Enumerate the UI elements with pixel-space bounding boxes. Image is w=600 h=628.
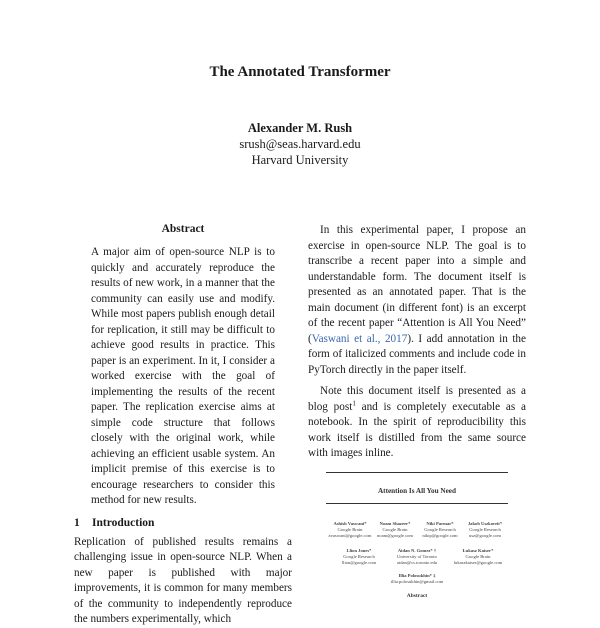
author-email: srush@seas.harvard.edu: [239, 137, 361, 151]
figure-author: [450, 548, 506, 566]
figure-abstract-label: Abstract: [406, 593, 428, 599]
figure-author-name: Noam Shazeer*: [379, 521, 411, 526]
section-number: 1: [74, 516, 80, 529]
paper-title: The Annotated Transformer: [209, 64, 391, 80]
author-block: [0, 120, 600, 168]
abstract-heading: Abstract: [161, 223, 205, 235]
embedded-paper-figure: [326, 472, 508, 601]
figure-author: [328, 521, 372, 539]
figure-author-org: Google Brain: [337, 527, 363, 532]
figure-author-org: University of Toronto: [397, 554, 437, 559]
section-heading-introduction: [74, 517, 292, 529]
figure-author: [334, 548, 384, 566]
figure-author-name: Llion Jones*: [346, 548, 372, 553]
figure-author-email: nikip@google.com: [422, 533, 458, 538]
citation-link[interactable]: Vaswani et al., 2017: [311, 332, 408, 345]
paragraph-blog-note: [308, 384, 526, 462]
right-column: [308, 223, 526, 462]
figure-author-email: noam@google.com: [377, 533, 413, 538]
figure-author-org: Google Research: [343, 554, 375, 559]
para-text: Note this document itself is presented as a blog post: [308, 385, 526, 413]
figure-author-name: Illia Polosukhin* ‡: [398, 573, 436, 578]
introduction-text: Replication of published results remains a challenging issue in open-source NLP. When a new paper is published with major improvements, it is common for many members of the community to independently reproduce the numbers experimentally, which: [74, 535, 292, 625]
figure-author-email: llion@google.com: [341, 560, 377, 565]
footnote-marker[interactable]: 1: [352, 398, 356, 407]
para-text: ). I add annotation in the form of italicized comments and include code in PyTorch directly in the paper itself.: [308, 332, 526, 376]
figure-author-name: Ashish Vaswani*: [333, 521, 367, 526]
figure-author-name: Łukasz Kaiser*: [462, 548, 494, 553]
para-text: and is completely executable as a notebook. In the spirit of reproducibility this work itself is distilled from the same source with images inline.: [308, 400, 526, 459]
left-column: [74, 223, 292, 628]
figure-divider: [326, 503, 508, 504]
figure-author: [387, 573, 447, 585]
abstract-text: A major aim of open-source NLP is to quickly and accurately reproduce the results of new work, in a manner that the community can easily use and modify. While most papers publish enough detail for replication, it still may be difficult to achieve good results in practice. This paper is an experiment. In it, I consider a worked exercise with the goal of implementing the results of the recent paper. The replication exercise aims at simple code structure that follows closely with the original work, while achieving an efficient usable system. An implicit premise of this exercise is to encourage researchers to consider this method for new results.: [91, 246, 275, 506]
para-text: In this experimental paper, I propose an exercise in open-source NLP. The goal is to transcribe a recent paper into a simple and understandable form. The document itself is presented as an annotated paper. That is the main document (in different font) is an excerpt of the recent paper “Attention is All You Need” (: [308, 224, 526, 345]
figure-author-org: Google Brain: [382, 527, 408, 532]
figure-author-name: Niki Parmar*: [426, 521, 454, 526]
figure-author-name: Aidan N. Gomez* †: [397, 548, 437, 553]
figure-author-org: Google Research: [424, 527, 456, 532]
figure-author: [388, 548, 446, 566]
figure-author-name: Jakob Uszkoreit*: [467, 521, 503, 526]
section-title: Introduction: [92, 516, 155, 529]
author-name: Alexander M. Rush: [247, 121, 353, 135]
figure-author: [418, 521, 462, 539]
figure-author-email: aidan@cs.toronto.edu: [396, 560, 438, 565]
figure-author-org: illia.polosukhin@gmail.com: [390, 579, 444, 584]
figure-paper-title: Attention Is All You Need: [377, 487, 456, 495]
figure-author-email: usz@google.com: [469, 533, 501, 538]
figure-author-org: Google Research: [469, 527, 501, 532]
figure-author: [463, 521, 507, 539]
figure-author: [373, 521, 417, 539]
figure-author-email: lukaszkaiser@google.com: [453, 560, 503, 565]
figure-author-org: Google Brain: [465, 554, 491, 559]
figure-author-email: avaswani@google.com: [328, 533, 372, 538]
author-affiliation: Harvard University: [251, 153, 349, 167]
paragraph-experimental: [308, 223, 526, 378]
